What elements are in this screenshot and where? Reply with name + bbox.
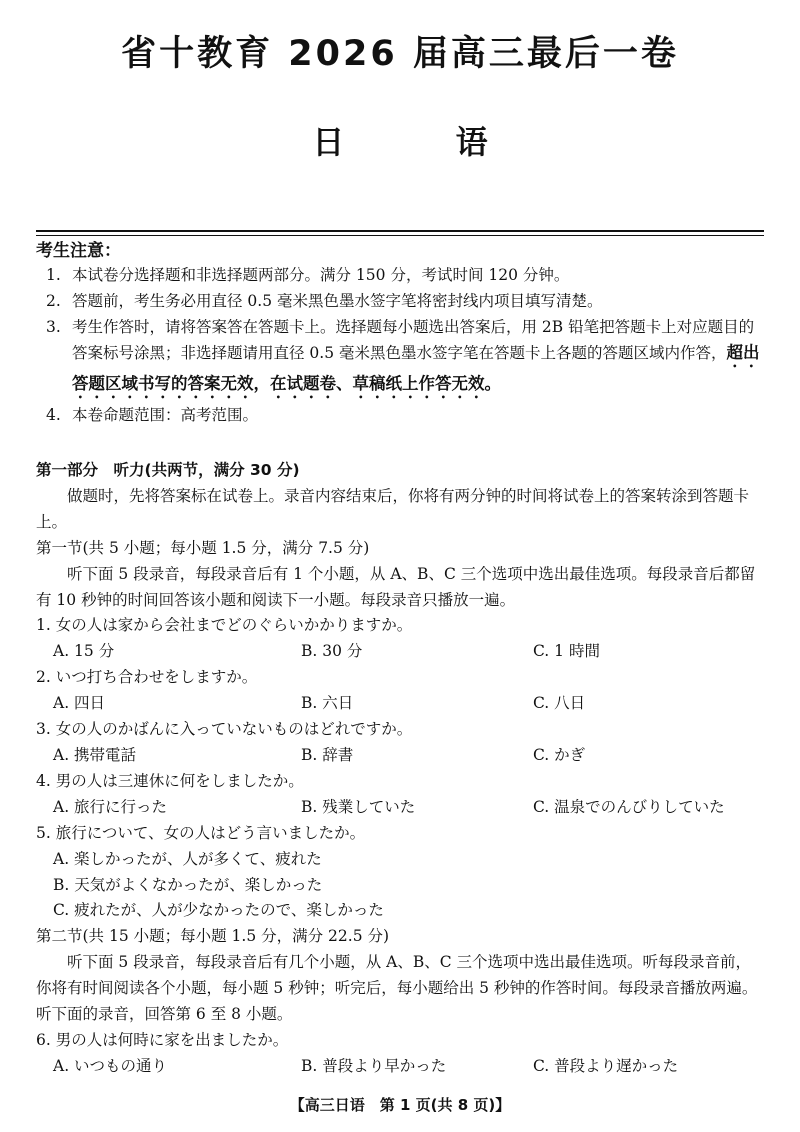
sub-instruction: 听下面的录音，回答第 6 至 8 小题。	[36, 1005, 293, 1024]
option-a: A. 15 分	[53, 642, 115, 661]
question-options	[36, 639, 766, 665]
question	[36, 821, 766, 925]
question-text: 5. 旅行について、女の人はどう言いましたか。	[36, 823, 366, 842]
question	[36, 1028, 766, 1080]
option-c: C. 疲れたが、人が少なかったので、楽しかった	[53, 901, 384, 920]
header-divider-thin	[36, 235, 764, 236]
option-a: A. 楽しかったが、人が多くて、疲れた	[53, 849, 322, 868]
notice-item: 1. 本试卷分选择题和非选择题两部分。满分 150 分，考试时间 120 分钟。	[46, 266, 570, 284]
option-b: B. 30 分	[301, 642, 363, 661]
notice-list	[36, 262, 766, 428]
notice-item: 4. 本卷命题范围：高考范围。	[46, 406, 259, 424]
option-b: B. 辞書	[301, 745, 354, 764]
option-c: C. 温泉でのんびりしていた	[533, 797, 725, 816]
section-heading: 第一节(共 5 小题；每小题 1.5 分，满分 7.5 分)	[36, 538, 370, 557]
question-text: 4. 男の人は三連休に何をしましたか。	[36, 771, 304, 790]
notice-heading: 考生注意：	[36, 241, 121, 261]
part-heading: 第一部分 听力(共两节，满分 30 分)	[36, 461, 300, 479]
option-c: C. 普段より遅かった	[533, 1056, 679, 1075]
option-a: A. 携帯電話	[53, 745, 137, 764]
notice-item-text: 本试卷分选择题和非选择题两部分。满分 150 分，考试时间 120 分钟。	[72, 266, 570, 284]
option-b: B. 残業していた	[301, 797, 416, 816]
section-instruction: 听下面 5 段录音，每段录音后有几个小题，从 A、B、C 三个选项中选出最佳选项。听每段录音前，你将有时间阅读各个小题，每小题 5 秒钟；听完后，每小题给出 5 秒钟的作答时间。每段录音播放两遍。	[36, 953, 758, 998]
question-options	[36, 691, 766, 717]
section-instruction: 听下面 5 段录音，每段录音后有 1 个小题，从 A、B、C 三个选项中选出最佳选项。每段录音后都留有 10 秒钟的时间回答该小题和阅读下一小题。每段录音只播放一遍。	[36, 564, 756, 609]
notice-item: 3. 考生作答时，请将答案答在答题卡上。选择题每小题选出答案后，用 2B 铅笔把答题卡上对应题目的答案标号涂黑；非选择题请用直径 0.5 毫米黑色墨水签字笔在答题卡上各题的答题区域内作答，超出答题区域书写的答案无效，在试题卷、草稿纸上作答无效。	[46, 318, 760, 393]
question-options	[36, 743, 766, 769]
question-text: 3. 女の人のかばんに入っていないものはどれですか。	[36, 720, 413, 739]
exam-title: 省十教育 2026 届高三最后一卷	[121, 34, 679, 74]
candidate-notice	[36, 240, 766, 428]
notice-emphasis: 超出答题区域书写的答案无效，在试题卷、草稿纸上作答无效。	[72, 343, 760, 393]
notice-item-text: 答题前，考生务必用直径 0.5 毫米黑色墨水签字笔将密封线内项目填写清楚。	[72, 292, 603, 310]
option-b: B. 普段より早かった	[301, 1056, 447, 1075]
notice-item-text: 本卷命题范围：高考范围。	[72, 406, 259, 424]
question	[36, 717, 766, 769]
listening-part	[36, 458, 766, 1080]
option-b: B. 六日	[301, 694, 354, 713]
option-a: A. 旅行に行った	[53, 797, 168, 816]
option-a: A. 四日	[53, 694, 106, 713]
option-b: B. 天気がよくなかったが、楽しかった	[53, 875, 323, 894]
exam-subject: 日 语	[312, 123, 538, 161]
question-text: 2. いつ打ち合わせをしますか。	[36, 668, 258, 687]
option-a: A. いつもの通り	[53, 1056, 168, 1075]
question-text: 1. 女の人は家から会社までどのぐらいかかりますか。	[36, 616, 413, 635]
question-options	[36, 795, 766, 821]
notice-item-text: 考生作答时，请将答案答在答题卡上。选择题每小题选出答案后，用 2B 铅笔把答题卡上对应题目的答案标号涂黑；非选择题请用直径 0.5 毫米黑色墨水签字笔在答题卡上各题的答题区域内作答，	[72, 318, 755, 362]
page-footer: 【高三日语 第 1 页(共 8 页)】	[289, 1096, 511, 1114]
option-c: C. かぎ	[533, 745, 586, 764]
part-intro: 做题时，先将答案标在试卷上。录音内容结束后，你将有两分钟的时间将试卷上的答案转涂到答题卡上。	[36, 486, 750, 531]
option-c: C. 1 時間	[533, 642, 600, 661]
option-c: C. 八日	[533, 694, 586, 713]
question	[36, 665, 766, 717]
notice-item: 2. 答题前，考生务必用直径 0.5 毫米黑色墨水签字笔将密封线内项目填写清楚。	[46, 292, 603, 310]
section-heading: 第二节(共 15 小题；每小题 1.5 分，满分 22.5 分)	[36, 927, 390, 946]
question	[36, 769, 766, 821]
question	[36, 613, 766, 665]
question-options	[36, 1054, 766, 1080]
header-divider	[36, 230, 764, 232]
question-text: 6. 男の人は何時に家を出ましたか。	[36, 1030, 289, 1049]
